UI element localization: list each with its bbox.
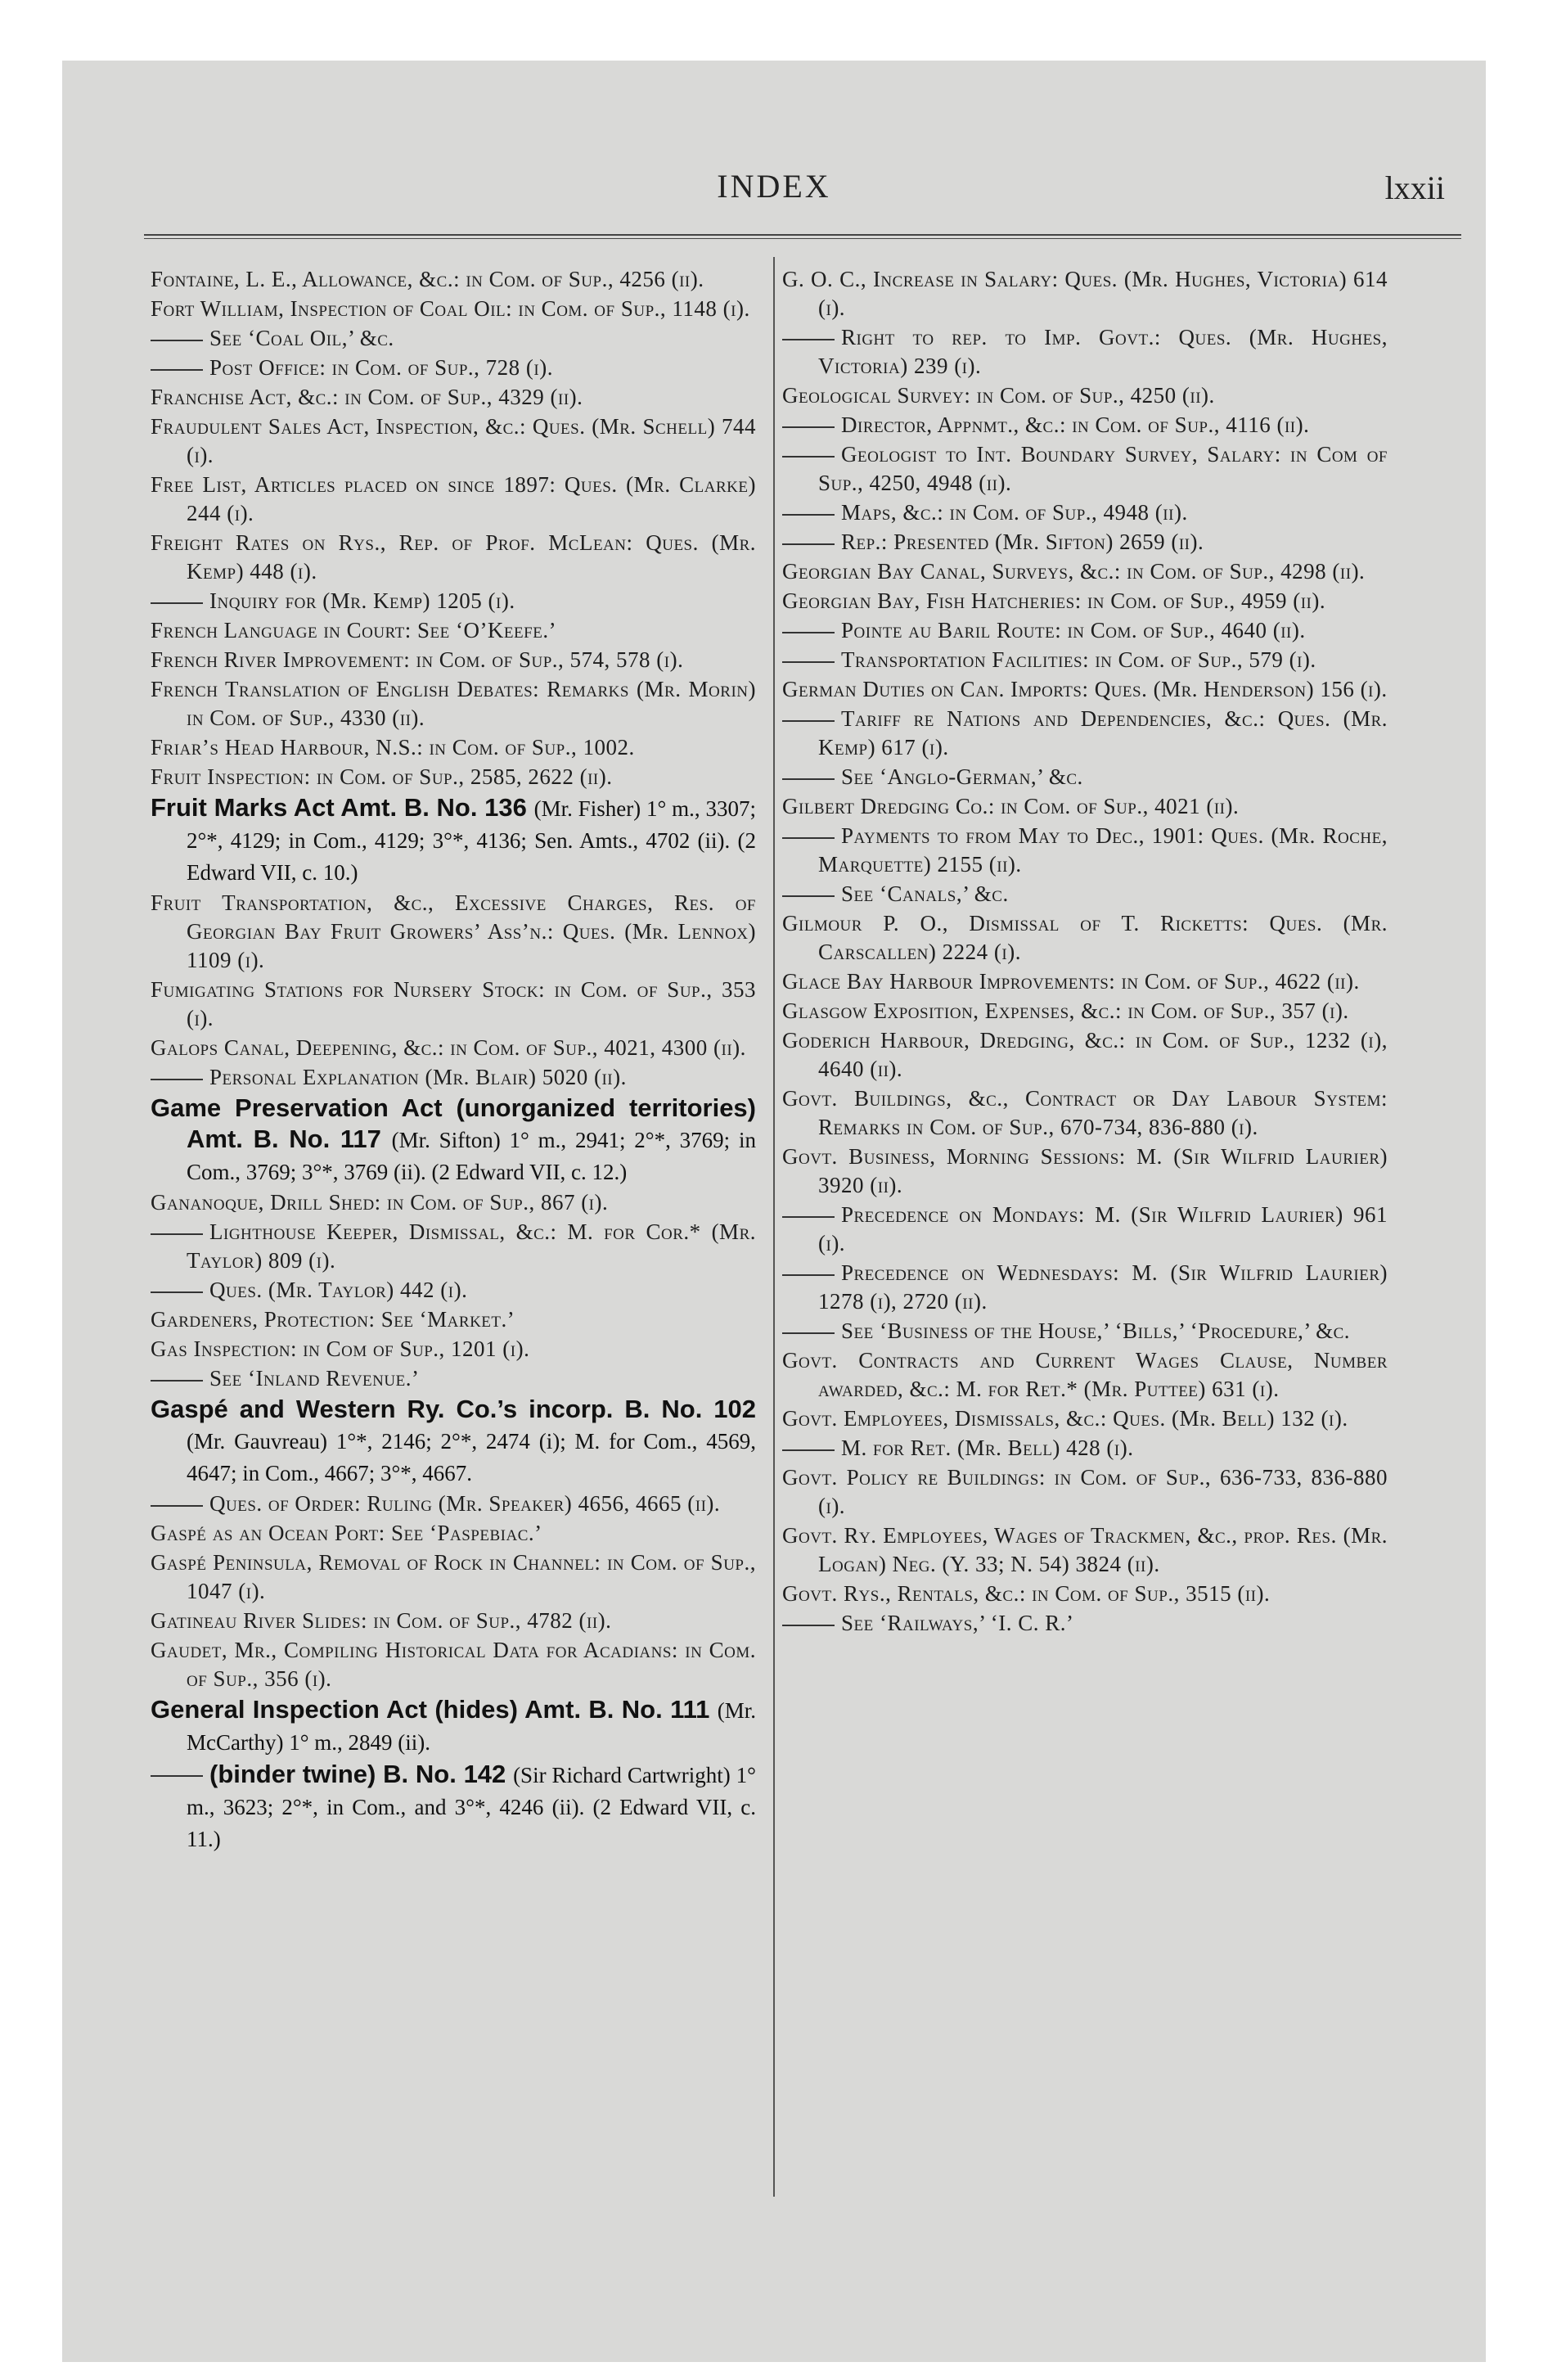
index-subentry xyxy=(782,528,1388,557)
entry-text: Georgian Bay Canal, Surveys, &c.: in Com. of Sup., 4298 (ii). xyxy=(782,559,1366,584)
entry-text: Payments to from May to Dec., 1901: Ques. (Mr. Roche, Marquette) 2155 (ii). xyxy=(818,823,1388,877)
ditto-dash xyxy=(782,720,835,722)
index-subentry xyxy=(782,880,1388,908)
index-subentry xyxy=(782,411,1388,439)
entry-text: Fontaine, L. E., Allowance, &c.: in Com. of Sup., 4256 (ii). xyxy=(151,267,704,291)
left-column xyxy=(151,265,756,1855)
entry-text: Govt. Policy re Buildings: in Com. of Sup., 636-733, 836-880 (i). xyxy=(782,1465,1388,1518)
index-entry xyxy=(782,967,1388,996)
entry-text: Gaspé as an Ocean Port: See ‘Paspebiac.’ xyxy=(151,1521,542,1545)
ditto-dash xyxy=(782,837,835,839)
index-subentry xyxy=(782,763,1388,791)
index-entry xyxy=(782,381,1388,410)
index-entry xyxy=(782,1026,1388,1084)
entry-text: Gas Inspection: in Com of Sup., 1201 (i). xyxy=(151,1336,530,1361)
right-column xyxy=(782,265,1388,1639)
entry-text: Geologist to Int. Boundary Survey, Salary: in Com of Sup., 4250, 4948 (ii). xyxy=(818,442,1388,495)
entry-text: Gananoque, Drill Shed: in Com. of Sup., 867 (i). xyxy=(151,1190,609,1215)
entry-detail: (Sir Richard Cartwright) 1° m., 3623; 2°*, in Com., and 3°*, 4246 (ii). (2 Edward VII, c. 11.) xyxy=(187,1763,756,1851)
ditto-dash xyxy=(151,602,203,604)
index-entry xyxy=(151,265,756,294)
entry-text: Freight Rates on Rys., Rep. of Prof. McLean: Ques. (Mr. Kemp) 448 (i). xyxy=(151,530,756,584)
entry-text: Glasgow Exposition, Expenses, &c.: in Com. of Sup., 357 (i). xyxy=(782,998,1349,1023)
entry-text: Rep.: Presented (Mr. Sifton) 2659 (ii). xyxy=(841,530,1204,554)
entry-text: Free List, Articles placed on since 1897: Ques. (Mr. Clarke) 244 (i). xyxy=(151,472,756,525)
index-entry xyxy=(151,1519,756,1548)
ditto-dash xyxy=(782,456,835,458)
ditto-dash xyxy=(151,1380,203,1382)
ditto-dash xyxy=(782,661,835,663)
ditto-dash xyxy=(151,340,203,341)
index-subentry xyxy=(782,1317,1388,1346)
index-subentry xyxy=(782,440,1388,498)
entry-text: G. O. C., Increase in Salary: Ques. (Mr. Hughes, Victoria) 614 (i). xyxy=(782,267,1388,320)
page-number: lxxii xyxy=(1384,169,1445,206)
entry-text: French Translation of English Debates: Remarks (Mr. Morin) in Com. of Sup., 4330 (ii). xyxy=(151,677,756,730)
entry-text: (binder twine) B. No. 142 xyxy=(209,1760,506,1788)
index-subentry xyxy=(782,1201,1388,1258)
ditto-dash xyxy=(782,514,835,516)
index-subentry xyxy=(782,705,1388,762)
entry-text: Galops Canal, Deepening, &c.: in Com. of Sup., 4021, 4300 (ii). xyxy=(151,1035,746,1060)
entry-text: Personal Explanation (Mr. Blair) 5020 (ii). xyxy=(209,1065,627,1089)
entry-text: Fruit Inspection: in Com. of Sup., 2585, 2622 (ii). xyxy=(151,764,613,789)
index-subentry xyxy=(151,1759,756,1855)
entry-text: Govt. Buildings, &c., Contract or Day Labour System: Remarks in Com. of Sup., 670-734, 836-880 (i). xyxy=(782,1086,1388,1139)
index-entry xyxy=(782,675,1388,704)
header-rule xyxy=(144,234,1461,236)
index-subentry xyxy=(151,1490,756,1518)
entry-text: Fraudulent Sales Act, Inspection, &c.: Ques. (Mr. Schell) 744 (i). xyxy=(151,414,756,467)
index-entry xyxy=(151,383,756,412)
entry-text: Maps, &c.: in Com. of Sup., 4948 (ii). xyxy=(841,500,1188,525)
index-entry xyxy=(151,412,756,470)
entry-text: Govt. Contracts and Current Wages Clause, Number awarded, &c.: M. for Ret.* (Mr. Puttee) 631 (i). xyxy=(782,1348,1388,1401)
entry-text: Franchise Act, &c.: in Com. of Sup., 4329 (ii). xyxy=(151,385,583,409)
entry-text: Game Preservation Act (unorganized territories) Amt. B. No. 117 xyxy=(151,1093,756,1153)
entry-text: Govt. Employees, Dismissals, &c.: Ques. (Mr. Bell) 132 (i). xyxy=(782,1406,1348,1431)
index-subentry xyxy=(151,1276,756,1305)
index-entry xyxy=(151,889,756,975)
ditto-dash xyxy=(782,1274,835,1276)
index-entry xyxy=(782,1084,1388,1142)
ditto-dash xyxy=(151,1505,203,1507)
ditto-dash xyxy=(782,543,835,545)
index-entry xyxy=(151,763,756,791)
index-entry xyxy=(151,1607,756,1635)
entry-text: German Duties on Can. Imports: Ques. (Mr. Henderson) 156 (i). xyxy=(782,677,1388,701)
entry-text: Glace Bay Harbour Improvements: in Com. of Sup., 4622 (ii). xyxy=(782,969,1360,994)
ditto-dash xyxy=(151,1775,203,1777)
index-entry xyxy=(151,529,756,586)
index-entry xyxy=(151,733,756,762)
entry-text: Friar’s Head Harbour, N.S.: in Com. of Sup., 1002. xyxy=(151,735,635,760)
entry-text: Gilbert Dredging Co.: in Com. of Sup., 4021 (ii). xyxy=(782,794,1240,818)
index-entry xyxy=(782,909,1388,967)
entry-text: Gardeners, Protection: See ‘Market.’ xyxy=(151,1307,515,1332)
ditto-dash xyxy=(782,1625,835,1626)
index-entry xyxy=(782,1580,1388,1608)
entry-text: Tariff re Nations and Dependencies, &c.: Ques. (Mr. Kemp) 617 (i). xyxy=(818,706,1388,760)
page-header xyxy=(62,167,1486,216)
entry-text: Georgian Bay, Fish Hatcheries: in Com. of Sup., 4959 (ii). xyxy=(782,588,1326,613)
index-subentry xyxy=(151,587,756,615)
entry-text: Govt. Ry. Employees, Wages of Trackmen, &c., prop. Res. (Mr. Logan) Neg. (Y. 33; N. 54) 3824 (ii). xyxy=(782,1523,1388,1576)
index-subentry xyxy=(151,1218,756,1275)
entry-text: Ques. of Order: Ruling (Mr. Speaker) 4656, 4665 (ii). xyxy=(209,1491,721,1516)
entry-text: Gatineau River Slides: in Com. of Sup., 4782 (ii). xyxy=(151,1608,612,1633)
index-entry xyxy=(151,295,756,323)
ditto-dash xyxy=(782,1332,835,1334)
entry-text: French River Improvement: in Com. of Sup., 574, 578 (i). xyxy=(151,647,684,672)
entry-text: Goderich Harbour, Dredging, &c.: in Com. of Sup., 1232 (i), 4640 (ii). xyxy=(782,1028,1388,1081)
index-subentry xyxy=(782,616,1388,645)
entry-text: See ‘Canals,’ &c. xyxy=(841,881,1009,906)
ditto-dash xyxy=(782,1449,835,1451)
page-title: INDEX xyxy=(717,168,831,205)
index-entry xyxy=(151,675,756,732)
index-subentry xyxy=(151,1364,756,1393)
index-subentry xyxy=(151,1063,756,1092)
index-entry xyxy=(151,1394,756,1489)
entry-detail: (Mr. Fisher) 1° m., 3307; 2°*, 4129; in Com., 4129; 3°*, 4136; Sen. Amts., 4702 (ii). (2 Edward VII, c. 10.) xyxy=(187,796,756,885)
index-entry xyxy=(782,792,1388,821)
entry-text: Fort William, Inspection of Coal Oil: in Com. of Sup., 1148 (i). xyxy=(151,296,750,321)
index-subentry xyxy=(782,498,1388,527)
entry-text: See ‘Coal Oil,’ &c. xyxy=(209,326,394,350)
index-entry xyxy=(151,1335,756,1364)
index-entry xyxy=(782,1404,1388,1433)
index-entry xyxy=(151,1694,756,1758)
ditto-dash xyxy=(782,426,835,428)
index-entry xyxy=(151,792,756,888)
ditto-dash xyxy=(782,1216,835,1218)
entry-text: See ‘Inland Revenue.’ xyxy=(209,1366,420,1391)
entry-text: Geological Survey: in Com. of Sup., 4250 (ii). xyxy=(782,383,1215,408)
index-entry xyxy=(782,1463,1388,1521)
index-subentry xyxy=(782,1259,1388,1316)
entry-text: Pointe au Baril Route: in Com. of Sup., 4640 (ii). xyxy=(841,618,1306,642)
index-entry xyxy=(782,587,1388,615)
ditto-dash xyxy=(151,369,203,371)
index-subentry xyxy=(782,323,1388,381)
index-entry xyxy=(151,616,756,645)
ditto-dash xyxy=(151,1233,203,1235)
ditto-dash xyxy=(782,895,835,897)
entry-detail: (Mr. Sifton) 1° m., 2941; 2°*, 3769; in Com., 3769; 3°*, 3769 (ii). (2 Edward VII, c. 12.) xyxy=(187,1128,756,1184)
index-entry xyxy=(151,1034,756,1062)
index-entry xyxy=(151,1188,756,1217)
entry-text: See ‘Railways,’ ‘I. C. R.’ xyxy=(841,1611,1074,1635)
index-entry xyxy=(782,1521,1388,1579)
index-subentry xyxy=(782,1434,1388,1463)
entry-text: French Language in Court: See ‘O’Keefe.’ xyxy=(151,618,557,642)
index-subentry xyxy=(151,324,756,353)
index-entry xyxy=(782,1346,1388,1404)
index-entry xyxy=(151,1636,756,1693)
entry-text: See ‘Business of the House,’ ‘Bills,’ ‘Procedure,’ &c. xyxy=(841,1318,1351,1343)
entry-detail: (Mr. McCarthy) 1° m., 2849 (ii). xyxy=(187,1698,757,1755)
entry-text: Gaspé and Western Ry. Co.’s incorp. B. No. 102 xyxy=(151,1395,756,1423)
index-entry xyxy=(782,557,1388,586)
entry-detail: (Mr. Gauvreau) 1°*, 2146; 2°*, 2474 (i); M. for Com., 4569, 4647; in Com., 4667; 3°*, 4667. xyxy=(187,1429,756,1485)
entry-text: Gaspé Peninsula, Removal of Rock in Channel: in Com. of Sup., 1047 (i). xyxy=(151,1550,756,1603)
index-entry xyxy=(151,1548,756,1606)
entry-text: See ‘Anglo-German,’ &c. xyxy=(841,764,1083,789)
index-entry xyxy=(151,471,756,528)
index-entry xyxy=(151,1305,756,1334)
entry-text: Ques. (Mr. Taylor) 442 (i). xyxy=(209,1278,468,1302)
entry-text: Transportation Facilities: in Com. of Sup., 579 (i). xyxy=(841,647,1316,672)
index-subentry xyxy=(782,1609,1388,1638)
entry-text: Fruit Transportation, &c., Excessive Charges, Res. of Georgian Bay Fruit Growers’ Ass’n.: Ques. (Mr. Lennox) 1109 (i). xyxy=(151,890,756,972)
entry-text: M. for Ret. (Mr. Bell) 428 (i). xyxy=(841,1436,1134,1460)
header-rule-thin xyxy=(144,238,1461,239)
index-entry xyxy=(782,265,1388,322)
entry-text: Post Office: in Com. of Sup., 728 (i). xyxy=(209,355,553,380)
index-subentry xyxy=(782,646,1388,674)
entry-text: Govt. Rys., Rentals, &c.: in Com. of Sup., 3515 (ii). xyxy=(782,1581,1271,1606)
entry-text: Fumigating Stations for Nursery Stock: in Com. of Sup., 353 (i). xyxy=(151,977,756,1030)
entry-text: Director, Appnmt., &c.: in Com. of Sup., 4116 (ii). xyxy=(841,412,1310,437)
entry-text: Precedence on Wednesdays: M. (Sir Wilfrid Laurier) 1278 (i), 2720 (ii). xyxy=(818,1260,1388,1314)
index-entry xyxy=(151,976,756,1033)
ditto-dash xyxy=(782,632,835,633)
ditto-dash xyxy=(151,1079,203,1080)
entry-text: Precedence on Mondays: M. (Sir Wilfrid Laurier) 961 (i). xyxy=(818,1202,1388,1255)
entry-text: Right to rep. to Imp. Govt.: Ques. (Mr. Hughes, Victoria) 239 (i). xyxy=(818,325,1388,378)
entry-text: Fruit Marks Act Amt. B. No. 136 xyxy=(151,793,527,822)
index-entry xyxy=(151,1093,756,1188)
entry-text: Gaudet, Mr., Compiling Historical Data for Acadians: in Com. of Sup., 356 (i). xyxy=(151,1638,756,1691)
entry-text: Govt. Business, Morning Sessions: M. (Sir Wilfrid Laurier) 3920 (ii). xyxy=(782,1144,1388,1197)
ditto-dash xyxy=(782,778,835,780)
ditto-dash xyxy=(782,339,835,340)
entry-text: General Inspection Act (hides) Amt. B. No. 111 xyxy=(151,1695,710,1724)
column-divider xyxy=(773,257,775,2197)
index-entry xyxy=(782,997,1388,1025)
entry-text: Inquiry for (Mr. Kemp) 1205 (i). xyxy=(209,588,515,613)
scanned-page xyxy=(62,61,1486,2362)
entry-text: Gilmour P. O., Dismissal of T. Ricketts: Ques. (Mr. Carscallen) 2224 (i). xyxy=(782,911,1388,964)
ditto-dash xyxy=(151,1291,203,1293)
index-subentry xyxy=(151,354,756,382)
entry-text: Lighthouse Keeper, Dismissal, &c.: M. for Cor.* (Mr. Taylor) 809 (i). xyxy=(187,1219,756,1273)
index-subentry xyxy=(782,822,1388,879)
index-entry xyxy=(151,646,756,674)
index-entry xyxy=(782,1143,1388,1200)
